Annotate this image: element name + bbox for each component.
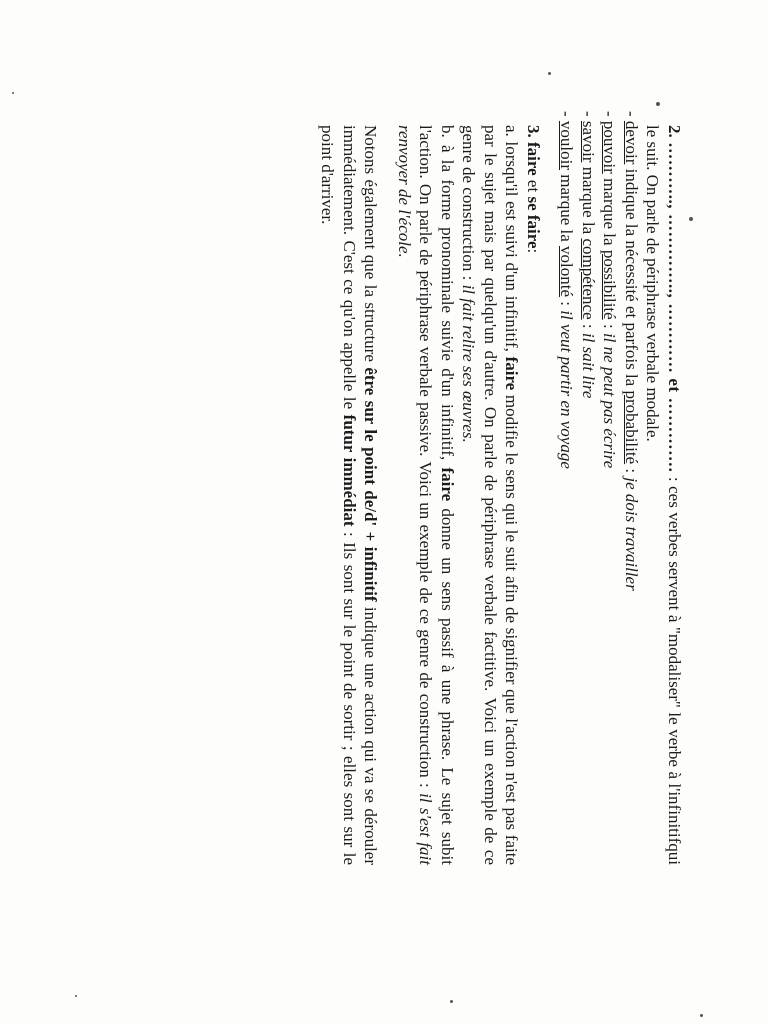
example-vouloir: il veut partir en voyage <box>557 310 577 469</box>
scan-speck <box>700 1014 703 1017</box>
item-colon: : <box>622 464 641 478</box>
item-text: marque la <box>600 173 620 250</box>
keyword-possibilite: possibilité <box>600 249 620 320</box>
item-colon: : <box>579 319 598 333</box>
section-3-heading <box>523 125 545 865</box>
section-3-title-colon: : <box>524 248 543 254</box>
item-colon: : <box>557 297 577 311</box>
section-3-title-se-faire: se faire <box>524 196 543 249</box>
scan-speck <box>12 92 14 94</box>
closing-mid: indique une action qui va se dérouler immédiatement. C'est ce qu'on appelle le <box>340 125 381 866</box>
section-2-intro-text: : ces verbes servent à "modaliser" le verbe à l'infinitifqui le suit. On parle de périphrase verbale modale. <box>643 125 684 865</box>
list-bullet: - <box>557 111 577 121</box>
para-b-example-bold: fait <box>416 842 436 865</box>
scan-speck <box>689 217 693 221</box>
list-bullet: - <box>600 111 620 121</box>
verb-pouvoir: pouvoir <box>600 120 620 174</box>
para-b-bold: faire <box>438 467 457 502</box>
list-item-savoir <box>578 111 600 865</box>
para-a-lead: a. lorsqu'il est suivi d'un infinitif, <box>502 125 522 357</box>
example-pouvoir: il ne peut pas écrire <box>600 332 620 469</box>
verb-savoir: savoir <box>579 120 598 163</box>
keyword-competence: compétence <box>579 238 598 320</box>
para-b-example-b: renvoyer de l'école. <box>395 125 414 258</box>
section-2-blanks: ……….., ………….., ………… et …………. <box>665 142 684 473</box>
section-3-number: 3. <box>524 125 543 138</box>
closing-bold-structure: être sur le point de/d' + infinitif <box>361 367 381 602</box>
verb-vouloir: vouloir <box>557 120 577 171</box>
keyword-volonte: volonté <box>557 246 577 298</box>
section-3-title-et: et <box>524 175 543 197</box>
scan-speck <box>656 102 660 106</box>
verb-devoir: devoir <box>622 120 641 165</box>
closing-lead: Notons également que la structure <box>361 125 381 368</box>
para-a-text: modifie le sens qui le suit afin de signifier que l'action n'est pas faite par le sujet mais par quelqu'un d'autre. On parle de périphrase verbale factitive. Voici un exemple de ce genre de construction : <box>459 125 522 865</box>
list-item-pouvoir <box>599 111 621 865</box>
section-2-number: 2. <box>665 125 684 138</box>
item-text: marque la <box>579 162 598 239</box>
item-text: indique la nécessité et parfois la <box>622 164 641 391</box>
scan-speck <box>450 1000 453 1003</box>
spacer <box>544 125 556 865</box>
scan-speck <box>75 995 77 997</box>
closing-paragraph <box>317 125 382 865</box>
item-colon: : <box>600 319 620 333</box>
section-3-paragraph-b <box>394 125 459 865</box>
list-bullet: - <box>579 111 598 121</box>
section-3-paragraph-a <box>458 125 523 865</box>
section-2-intro <box>642 125 685 865</box>
list-item-devoir <box>621 111 643 865</box>
list-item-vouloir <box>556 111 578 865</box>
example-devoir: je dois travailler <box>622 477 641 591</box>
keyword-probabilite: probabilité <box>622 390 641 465</box>
para-a-bold: faire <box>502 356 522 391</box>
example-savoir: il sait lire <box>579 332 598 399</box>
spacer <box>382 125 394 865</box>
para-b-example-a: il s'est <box>416 793 436 843</box>
para-b-lead: b. à la forme pronominale suivie d'un infinitif, <box>438 125 457 468</box>
section-3-title-faire: faire <box>524 142 543 176</box>
closing-bold-futur: futur immédiat <box>340 414 359 527</box>
item-text: marque la <box>557 170 577 247</box>
list-bullet: - <box>622 111 641 121</box>
rotated-text-block <box>317 111 685 866</box>
para-a-example: il fait relire ses œuvres. <box>459 284 479 443</box>
para-b-text: donne un sens passif à une phrase. Le sujet subit l'action. On parle de périphrase verbale passive. Voici un exemple de ce genre de construction : <box>416 125 457 865</box>
closing-tail: : Ils sont sur le point de sortir ; elles sont sur le point d'arriver. <box>318 125 359 865</box>
scan-speck <box>548 72 551 75</box>
